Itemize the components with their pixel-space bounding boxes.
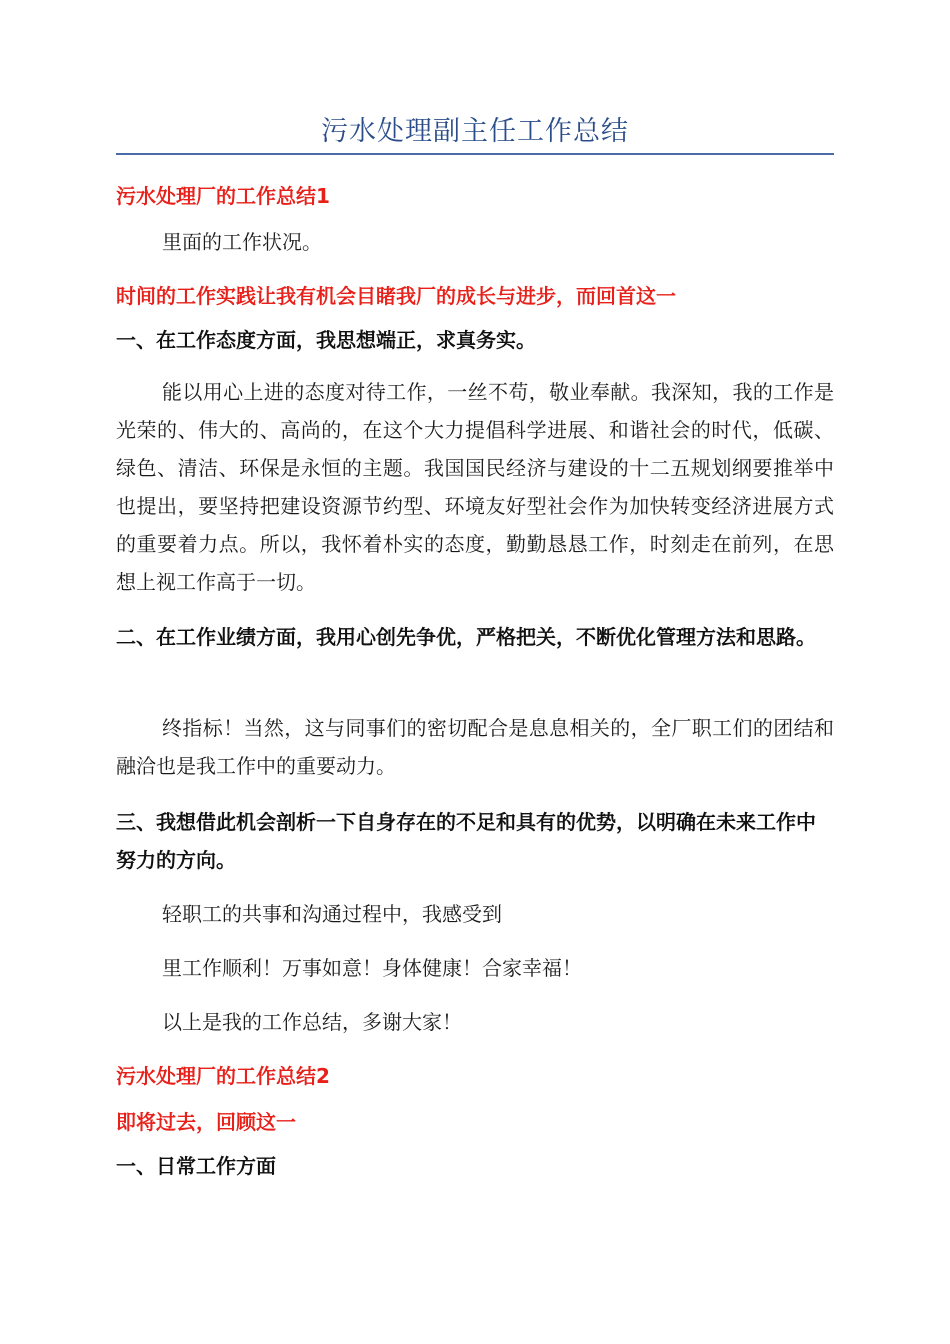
paragraph-analysis-2: 里工作顺利！万事如意！身体健康！合家幸福！ xyxy=(162,956,582,980)
section-2-red-line: 即将过去，回顾这一 xyxy=(116,1110,296,1134)
paragraph-analysis-1: 轻职工的共事和沟通过程中，我感受到 xyxy=(162,902,502,926)
paragraph-work-performance: 终指标！当然，这与同事们的密切配合是息息相关的，全厂职工们的团结和融洽也是我工作中的重要动力。 xyxy=(116,716,834,778)
paragraph-analysis-3: 以上是我的工作总结，多谢大家！ xyxy=(162,1010,462,1034)
heading-work-performance: 二、在工作业绩方面，我用心创先争优，严格把关，不断优化管理方法和思路。 xyxy=(116,625,816,649)
paragraph-work-attitude: 能以用心上进的态度对待工作，一丝不苟，敬业奉献。我深知，我的工作是光荣的、伟大的、高尚的，在这个大力提倡科学进展、和谐社会的时代，低碳、绿色、清洁、环保是永恒的主题。我国国民经济与建设的十二五规划纲要推举中也提出，要坚持把建设资源节约型、环境友好型社会作为加快转变经济进展方式的重要着力点。所以，我怀着朴实的态度，勤勤恳恳工作，时刻走在前列，在思想上视工作高于一切。 xyxy=(116,380,834,594)
section-1-heading: 污水处理厂的工作总结1 xyxy=(116,184,330,208)
heading-daily-work: 一、日常工作方面 xyxy=(116,1154,276,1178)
section-2-heading: 污水处理厂的工作总结2 xyxy=(116,1064,330,1088)
title-underline xyxy=(116,153,834,155)
heading-work-attitude: 一、在工作态度方面，我思想端正，求真务实。 xyxy=(116,328,536,352)
section-1-intro: 里面的工作状况。 xyxy=(162,230,322,254)
section-1-red-line: 时间的工作实践让我有机会目睹我厂的成长与进步，而回首这一 xyxy=(116,284,676,308)
document-title: 污水处理副主任工作总结 xyxy=(321,116,629,147)
heading-self-analysis: 三、我想借此机会剖析一下自身存在的不足和具有的优势，以明确在未来工作中努力的方向。 xyxy=(116,810,816,872)
